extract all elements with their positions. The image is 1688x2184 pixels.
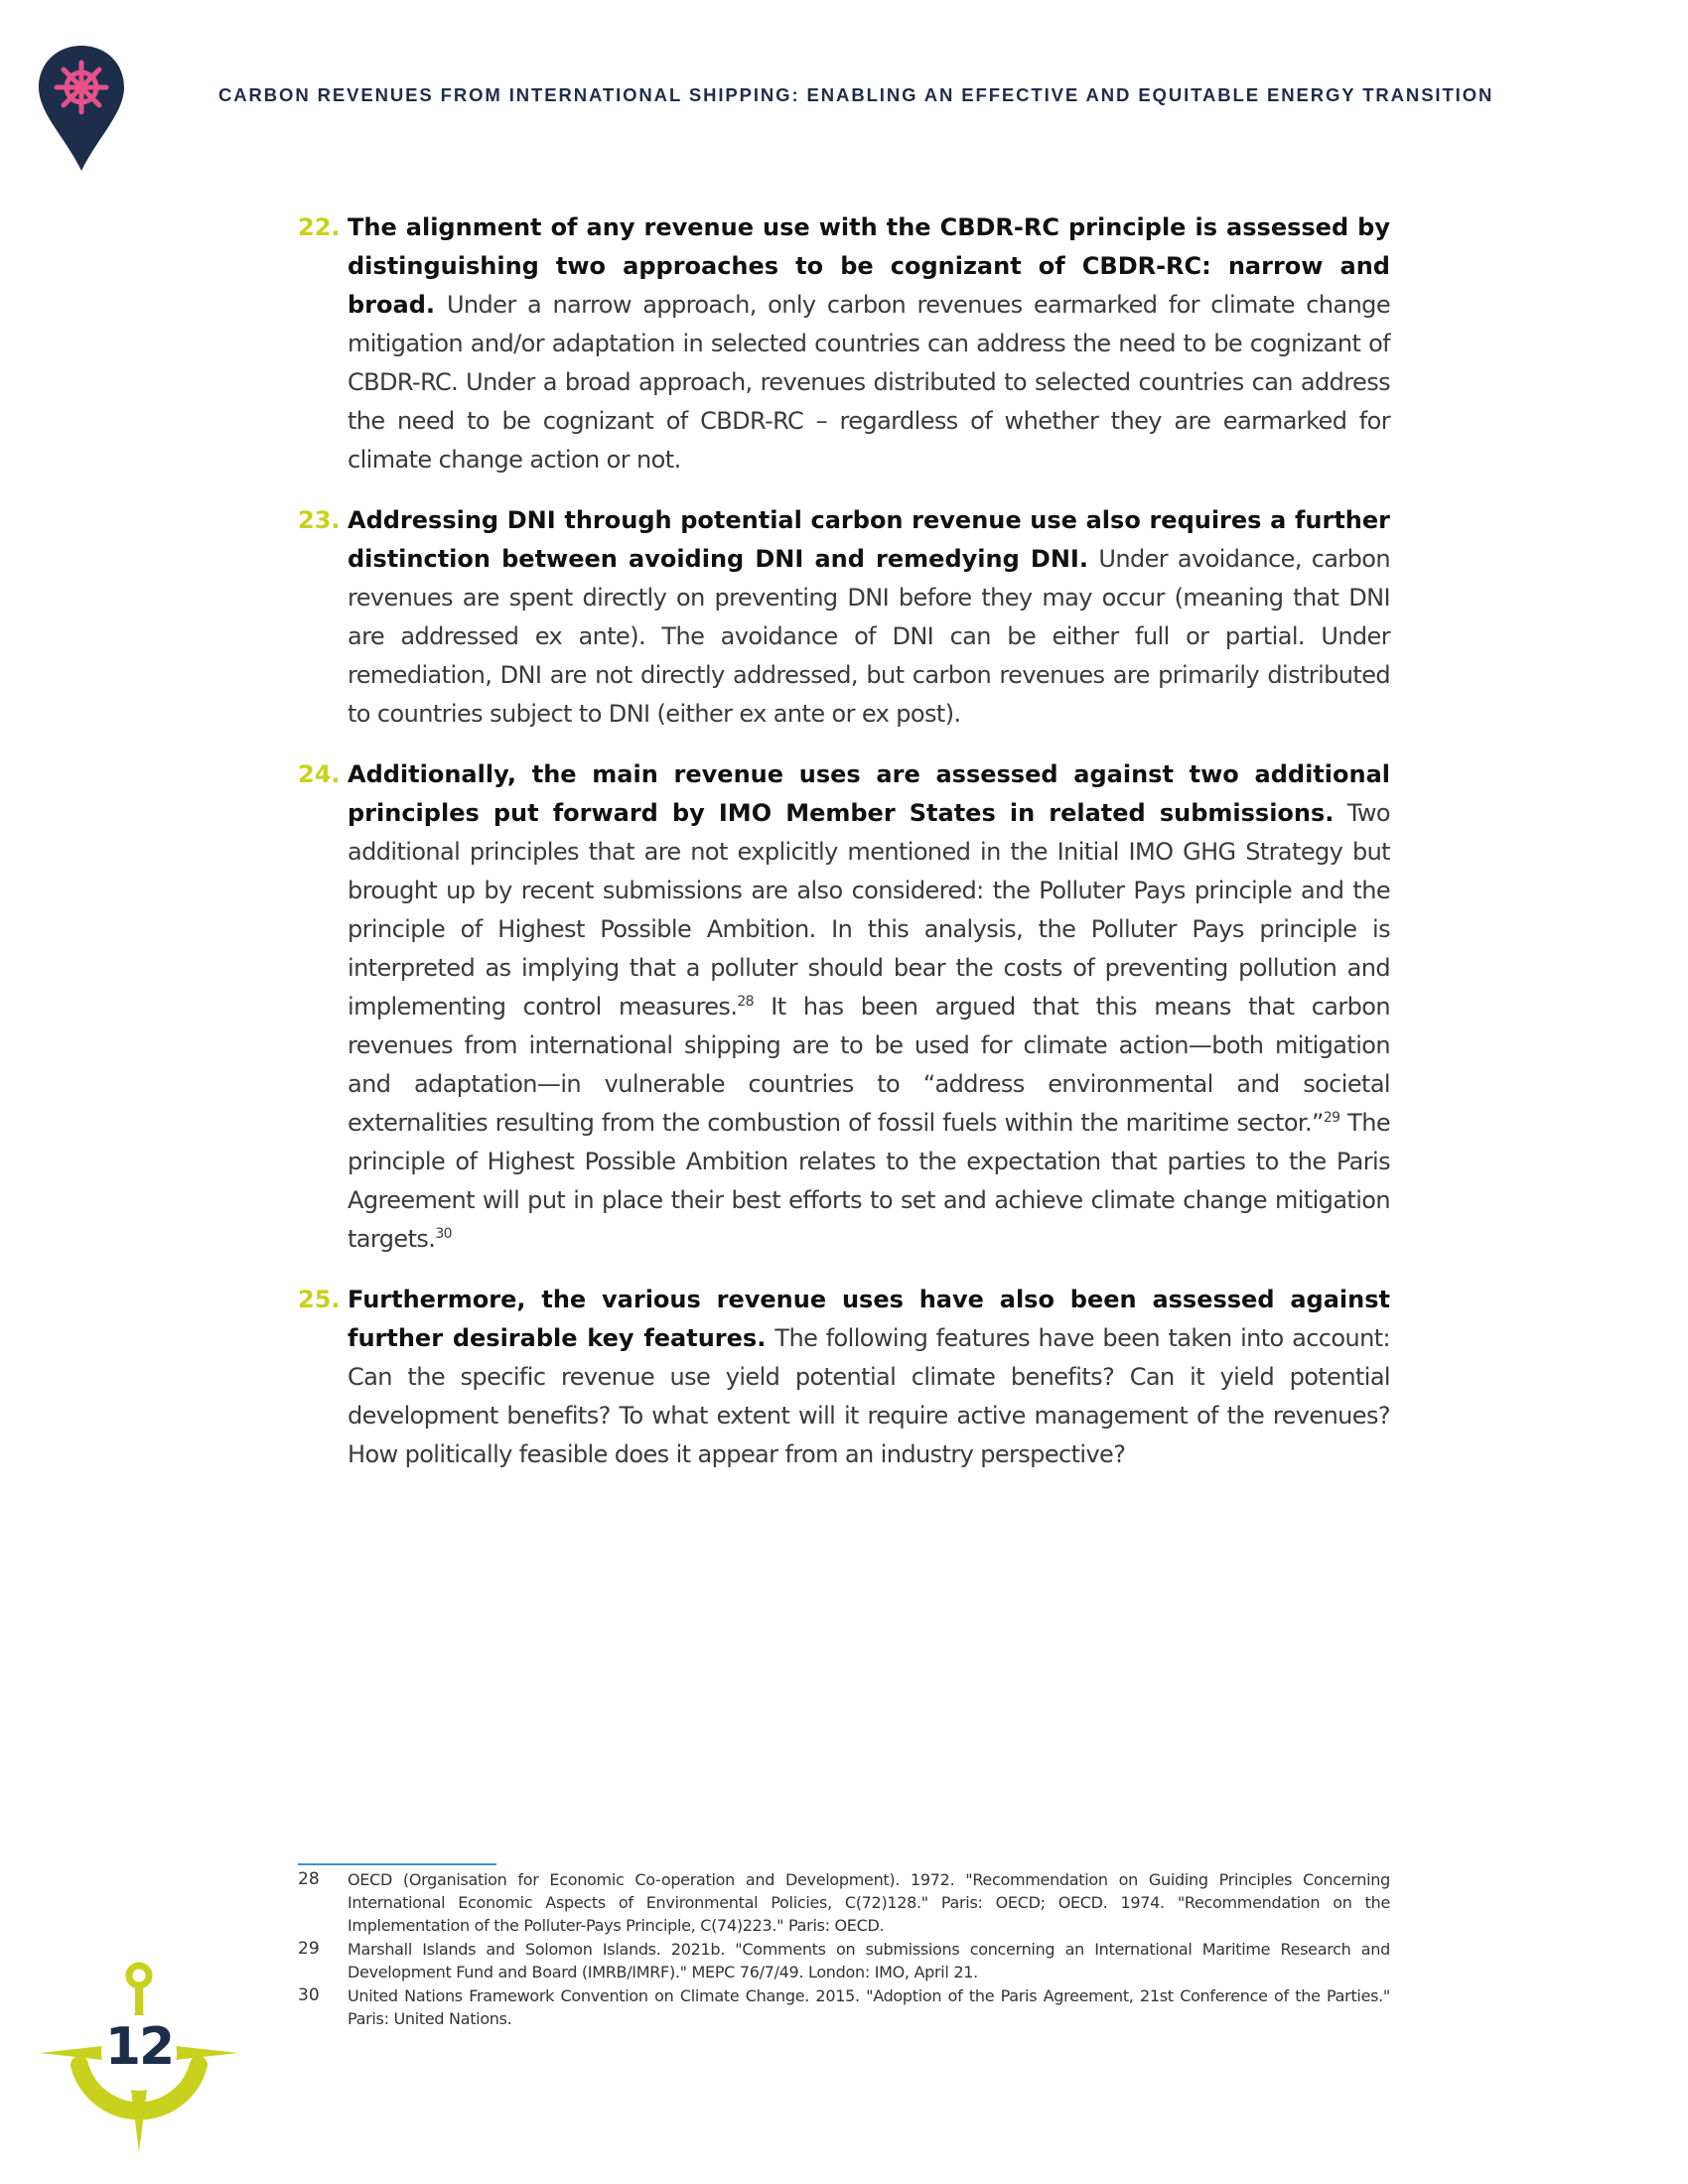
footnote-divider [298,1863,496,1865]
paragraph-number: 24. [298,760,341,788]
paragraph-body-part: Two additional principles that are not explicitly mentioned in the Initial IMO GHG Strategy but brought up by recent submissions are also considered: the Polluter Pays principle and the principle of Highest Possible Ambition. In this analysis, the Polluter Pays principle is interpreted as implying that a polluter should bear the costs of preventing pollution and implementing control measures. [348,799,1390,1021]
footnote-number: 30 [298,1985,320,2005]
footnote-28 [298,1868,1390,1937]
paragraph-body-part: The principle of Highest Possible Ambition relates to the expectation that parties to the Paris Agreement will put in place their best efforts to set and achieve climate change mitigation targets. [348,1109,1390,1253]
footnote-number: 28 [298,1869,320,1889]
footnote-29 [298,1938,1390,1983]
body-content [298,208,1390,1496]
paragraph-body: Under avoidance, carbon revenues are spent directly on preventing DNI before they may occur (meaning that DNI are addressed ex ante). The avoidance of DNI can be either full or partial. Under remediation, DNI are not directly addressed, but carbon revenues are primarily distributed to countries subject to DNI (either ex ante or ex post). [348,545,1390,728]
footnote-text: Marshall Islands and Solomon Islands. 2021b. "Comments on submissions concerning an International Maritime Research and Development Fund and Board (IMRB/IMRF)." MEPC 76/7/49. London: IMO, April 21. [348,1940,1390,1981]
paragraph-lead: Addressing DNI through potential carbon revenue use also requires a further distinction between avoiding DNI and remedying DNI. [348,506,1390,573]
paragraph-number: 23. [298,506,341,534]
paragraph-body: The following features have been taken into account: Can the specific revenue use yield potential climate benefits? Can it yield potential development benefits? To what extent will it require active management of the revenues? How politically feasible does it appear from an industry perspective? [348,1324,1391,1468]
paragraph-body [348,799,1390,1253]
paragraph-lead: Furthermore, the various revenue uses have also been assessed against further desirable key features. [348,1286,1390,1352]
footnote-30 [298,1984,1390,2030]
paragraph-22 [298,208,1390,479]
footnote-ref-29[interactable]: 29 [1323,1110,1340,1126]
paragraph-lead: The alignment of any revenue use with the CBDR-RC principle is assessed by distinguishing two approaches to be cognizant of CBDR-RC: narrow and broad. [348,213,1390,319]
footnote-number: 29 [298,1939,320,1959]
paragraph-body-part: It has been argued that this means that carbon revenues from international shipping are to be used for climate action—both mitigation and adaptation—in vulnerable countries to “address environmental and societal externalities resulting from the combustion of fossil fuels within the maritime sector.” [348,993,1390,1137]
paragraph-23 [298,501,1390,734]
footnotes [298,1868,1390,2031]
paragraph-lead: Additionally, the main revenue uses are assessed against two additional principles put forward by IMO Member States in related submissions. [348,760,1390,827]
page-number: 12 [104,2017,174,2077]
footnote-ref-30[interactable]: 30 [435,1226,452,1242]
paragraph-number: 22. [298,213,341,241]
ship-wheel-pin-icon [36,44,127,173]
footnote-text: OECD (Organisation for Economic Co-operation and Development). 1972. "Recommendation on Guiding Principles Concerning International Economic Aspects of Environmental Policies, C(72)128." Paris: OECD; OECD. 1974. "Recommendation on the Implementation of the Polluter-Pays Principle, C(74)223." Paris: OECD. [348,1870,1390,1935]
paragraph-body: Under a narrow approach, only carbon revenues earmarked for climate change mitigation and/or adaptation in selected countries can address the need to be cognizant of CBDR-RC. Under a broad approach, revenues distributed to selected countries can address the need to be cognizant of CBDR-RC – regardless of whether they are earmarked for climate change action or not. [348,291,1390,474]
paragraph-25 [298,1281,1390,1474]
footnote-ref-28[interactable]: 28 [737,994,754,1010]
paragraph-24 [298,755,1390,1259]
paragraph-number: 25. [298,1286,341,1313]
footnote-text: United Nations Framework Convention on Climate Change. 2015. "Adoption of the Paris Agreement, 21st Conference of the Parties." Paris: United Nations. [348,1986,1390,2028]
running-header: CARBON REVENUES FROM INTERNATIONAL SHIPPING: ENABLING AN EFFECTIVE AND EQUITABLE ENERGY TRANSITION [218,84,1494,105]
